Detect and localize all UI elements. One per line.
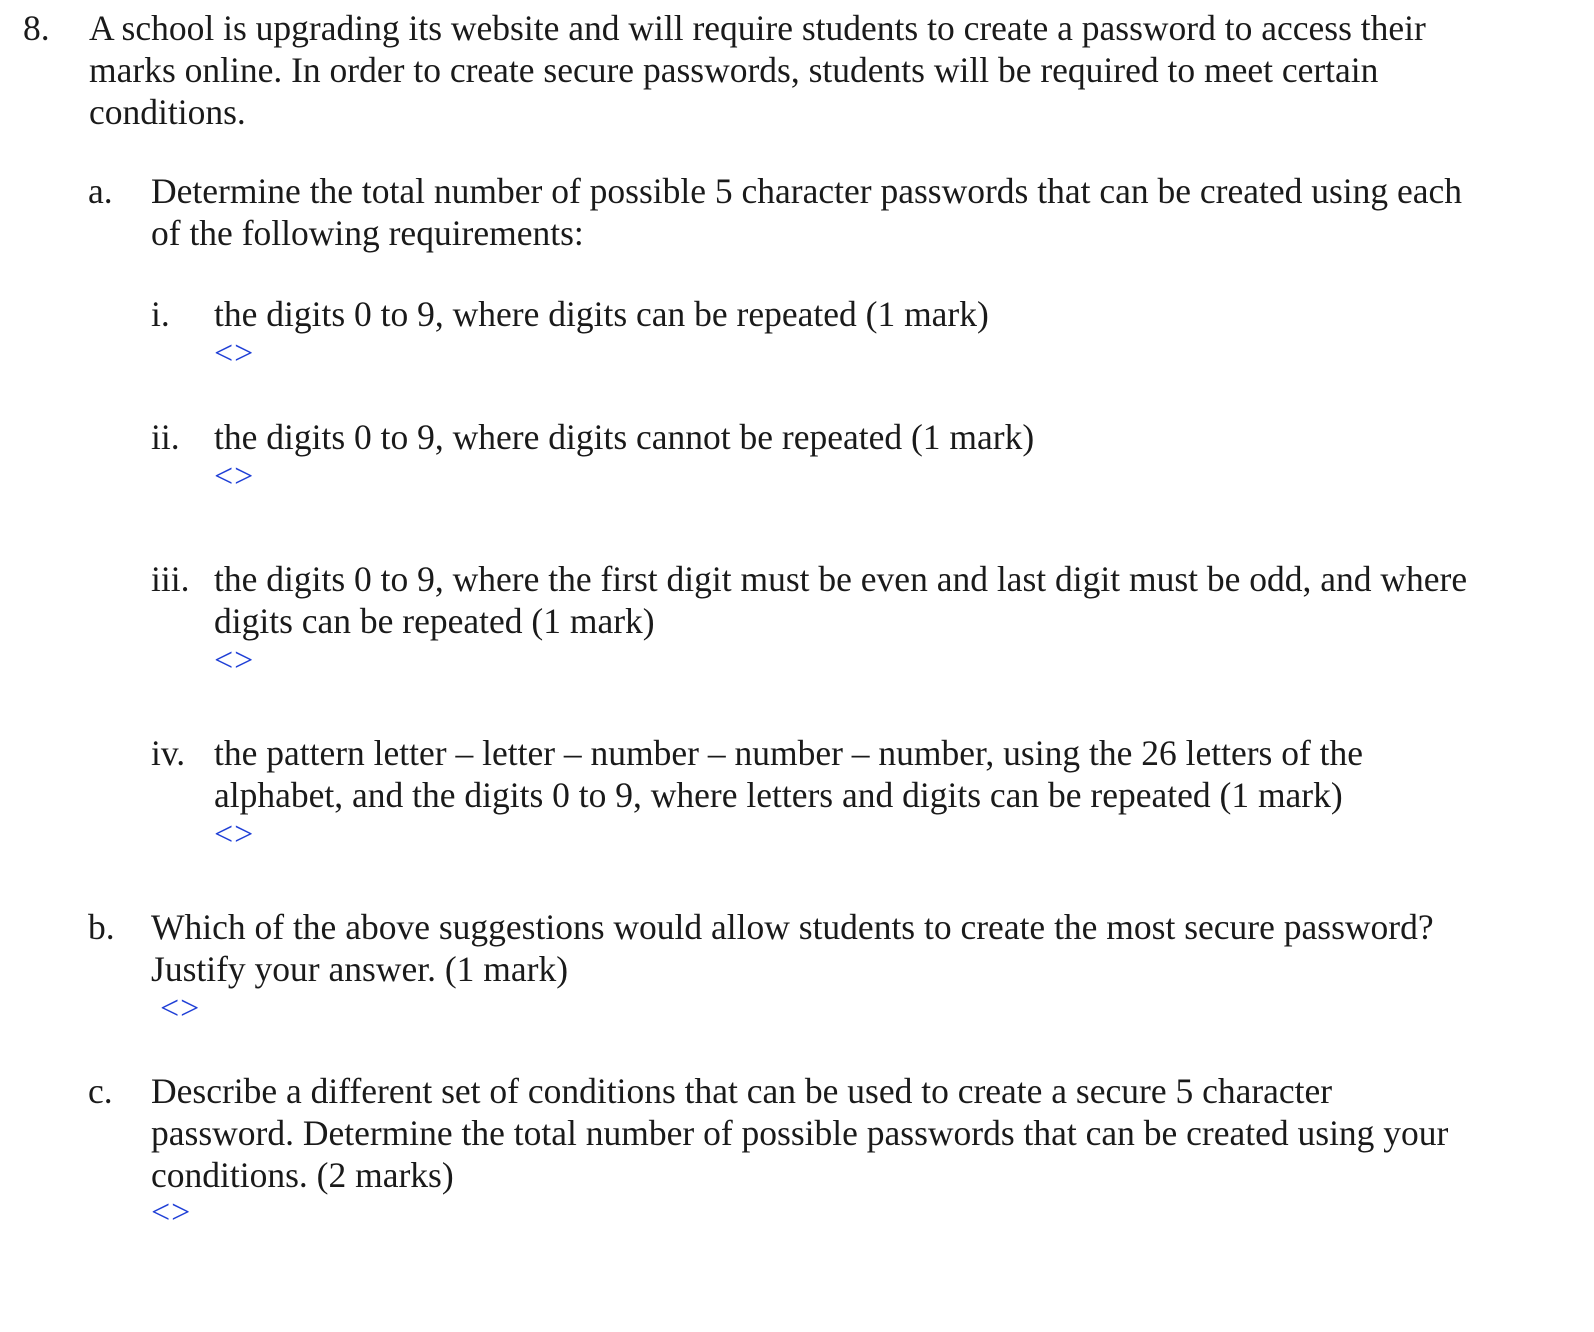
item-iv-label: iv. xyxy=(151,733,186,773)
part-a-label: a. xyxy=(88,171,113,211)
question-stem-line: conditions. xyxy=(89,92,246,132)
part-b-text xyxy=(151,906,1434,990)
part-c-answer-field[interactable]: <> xyxy=(151,1194,192,1231)
item-iii-line: digits can be repeated (1 mark) xyxy=(214,601,655,641)
question-stem xyxy=(89,7,1426,133)
part-b-label: b. xyxy=(88,907,115,947)
item-iii-text xyxy=(214,558,1467,642)
item-iv-answer-field[interactable]: <> xyxy=(214,816,255,853)
item-iv-line: alphabet, and the digits 0 to 9, where letters and digits can be repeated (1 mark) xyxy=(214,775,1343,815)
part-a-line: Determine the total number of possible 5 character passwords that can be created using each xyxy=(151,171,1463,211)
question-stem-line: A school is upgrading its website and will require students to create a password to access their xyxy=(89,8,1426,48)
item-iii-line: the digits 0 to 9, where the first digit must be even and last digit must be odd, and where xyxy=(214,559,1468,599)
item-iii-answer-field[interactable]: <> xyxy=(214,642,255,679)
item-iii-label: iii. xyxy=(151,559,190,599)
item-i-line: the digits 0 to 9, where digits can be repeated (1 mark) xyxy=(214,294,989,334)
item-iv-text xyxy=(214,732,1363,816)
item-ii-answer-field[interactable]: <> xyxy=(214,458,255,495)
part-c-line: password. Determine the total number of possible passwords that can be created using your xyxy=(151,1113,1449,1153)
part-c-line: Describe a different set of conditions that can be used to create a secure 5 character xyxy=(151,1071,1333,1111)
part-b-line: Which of the above suggestions would allow students to create the most secure password? xyxy=(151,907,1434,947)
part-c-label: c. xyxy=(88,1071,113,1111)
question-number: 8. xyxy=(23,8,50,48)
part-c-line: conditions. (2 marks) xyxy=(151,1155,454,1195)
item-i-label: i. xyxy=(151,294,170,334)
item-iv-line: the pattern letter – letter – number – number – number, using the 26 letters of the xyxy=(214,733,1364,773)
item-ii-text xyxy=(214,416,1034,458)
item-ii-label: ii. xyxy=(151,417,180,457)
part-a-line: of the following requirements: xyxy=(151,213,584,253)
question-stem-line: marks online. In order to create secure passwords, students will be required to meet certain xyxy=(89,50,1379,90)
item-i-answer-field[interactable]: <> xyxy=(214,335,255,372)
item-ii-line: the digits 0 to 9, where digits cannot be repeated (1 mark) xyxy=(214,417,1035,457)
item-i-text xyxy=(214,293,989,335)
part-b-answer-field[interactable]: <> xyxy=(160,990,201,1027)
part-b-line: Justify your answer. (1 mark) xyxy=(151,949,569,989)
part-c-text xyxy=(151,1070,1448,1196)
part-a-text xyxy=(151,170,1462,254)
